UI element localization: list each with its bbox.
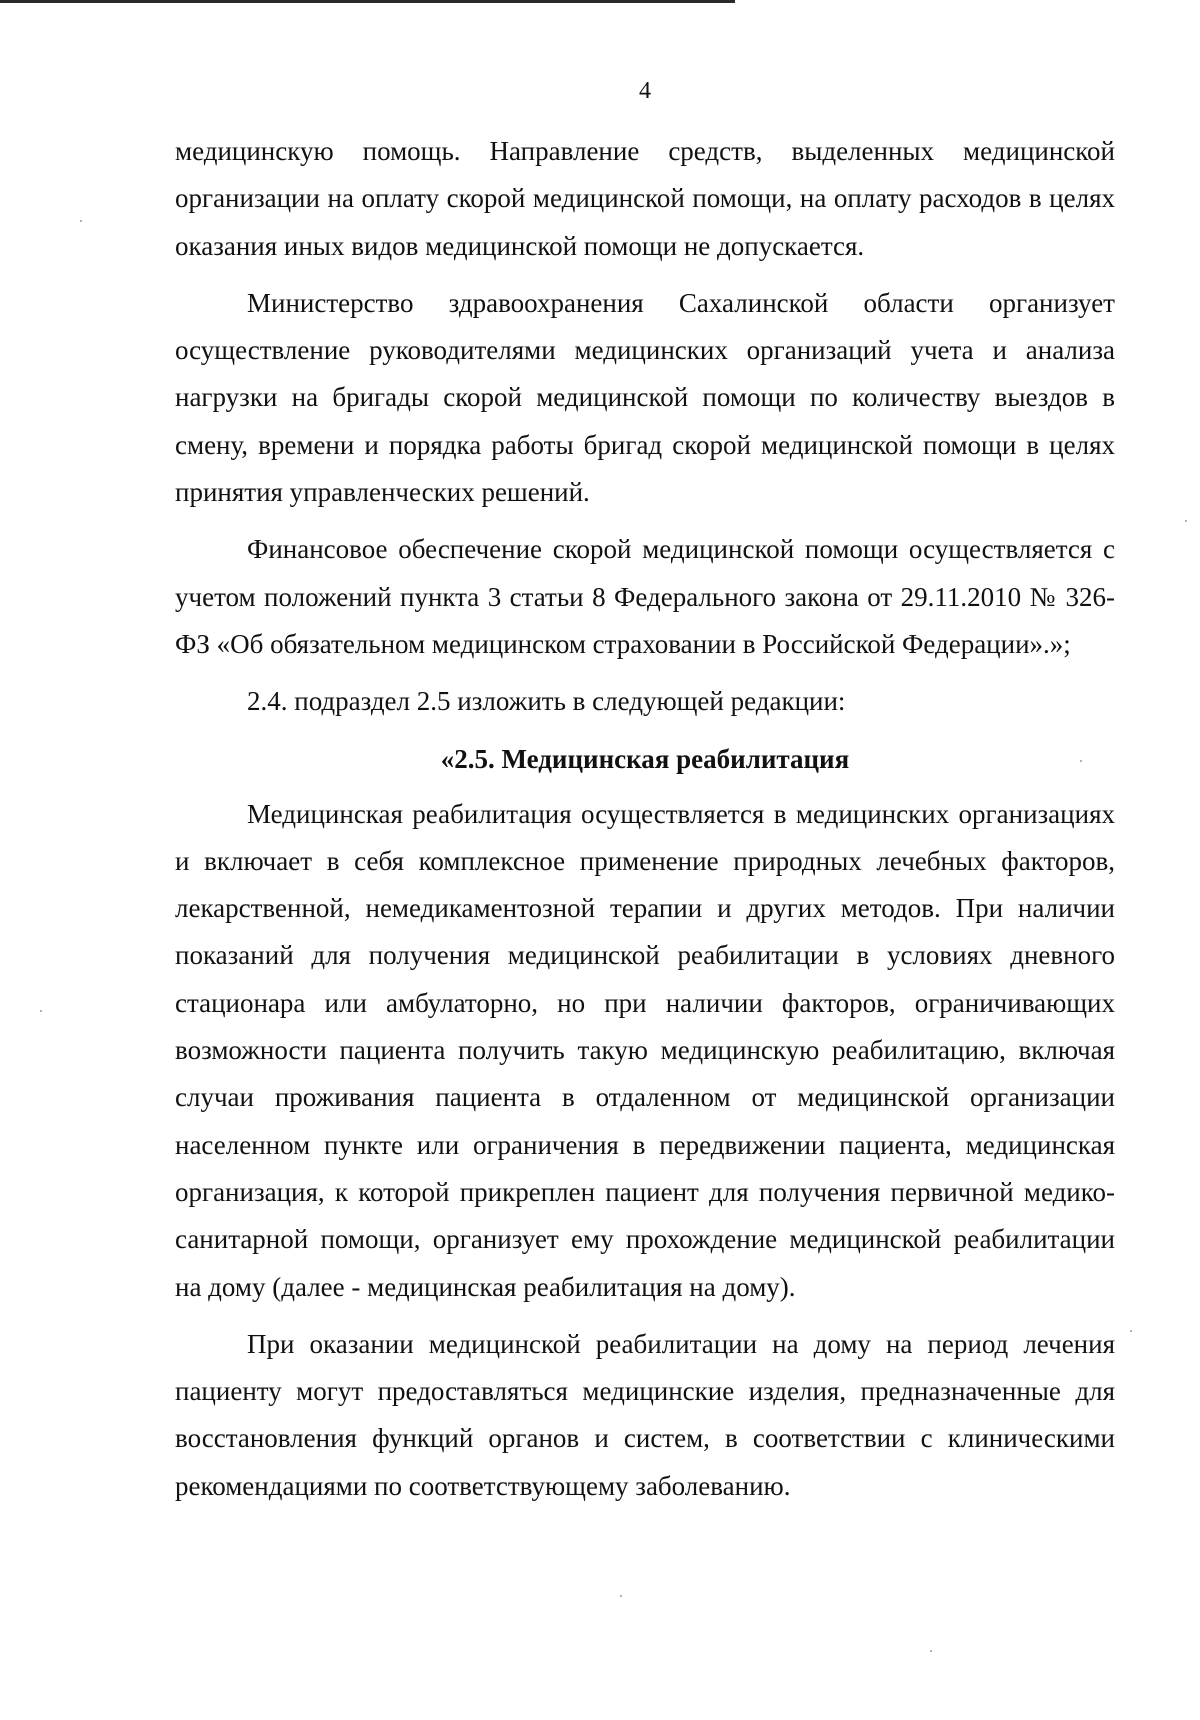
paragraph-continuation: медицинскую помощь. Направление средств, выделенных медицинской организации на оплату скорой медицинской помощи, на оплату расходов в целях оказания иных видов медицинской помощи не допускается.: [175, 136, 1115, 261]
scan-speck: [1130, 1330, 1132, 1332]
paragraph-ministry-analysis: Министерство здравоохранения Сахалинской области организует осуществление руководителями медицинских организаций учета и анализа нагрузки на бригады скорой медицинской помощи по количеству выездов в смену, времени и порядка работы бригад скорой медицинской помощи в целях принятия управленческих решений.: [175, 287, 1115, 508]
scan-speck: [1185, 520, 1187, 522]
scan-speck: [40, 1010, 42, 1012]
document-body: [175, 128, 1115, 1520]
paragraph-rehabilitation-overview: Медицинская реабилитация осуществляется в медицинских организациях и включает в себя комплексное применение природных лечебных факторов, лекарственной, немедикаментозной терапии и других методов. При наличии показаний для получения медицинской реабилитации в условиях дневного стационара или амбулаторно, но при наличии факторов, ограничивающих возможности пациента получить такую медицинскую реабилитацию, включая случаи проживания пациента в отдаленном от медицинской организации населенном пункте или ограничения в передвижении пациента, медицинская организация, к которой прикреплен пациент для получения первичной медико-санитарной помощи, организует ему прохождение медицинской реабилитации на дому (далее - медицинская реабилитация на дому).: [175, 798, 1115, 1302]
scan-speck: [930, 1650, 932, 1652]
scan-speck: [80, 220, 82, 222]
scan-speck: [1080, 760, 1082, 762]
paragraph-financing: Финансовое обеспечение скорой медицинской помощи осуществляется с учетом положений пункта 3 статьи 8 Федерального закона от 29.11.2010 № 326-ФЗ «Об обязательном медицинском страховании в Российской Федерации».»;: [175, 534, 1115, 659]
section-heading: «2.5. Медицинская реабилитация: [440, 743, 850, 774]
scan-top-edge: [0, 0, 735, 3]
paragraph-rehabilitation-devices: При оказании медицинской реабилитации на дому на период лечения пациенту могут предоставляться медицинские изделия, предназначенные для восстановления функций органов и систем, в соответствии с клиническими рекомендациями по соответствующему заболеванию.: [175, 1328, 1115, 1501]
scan-speck: [620, 1595, 622, 1597]
paragraph-amendment-2-4: 2.4. подраздел 2.5 изложить в следующей редакции:: [247, 686, 846, 717]
page-number: 4: [639, 78, 651, 104]
